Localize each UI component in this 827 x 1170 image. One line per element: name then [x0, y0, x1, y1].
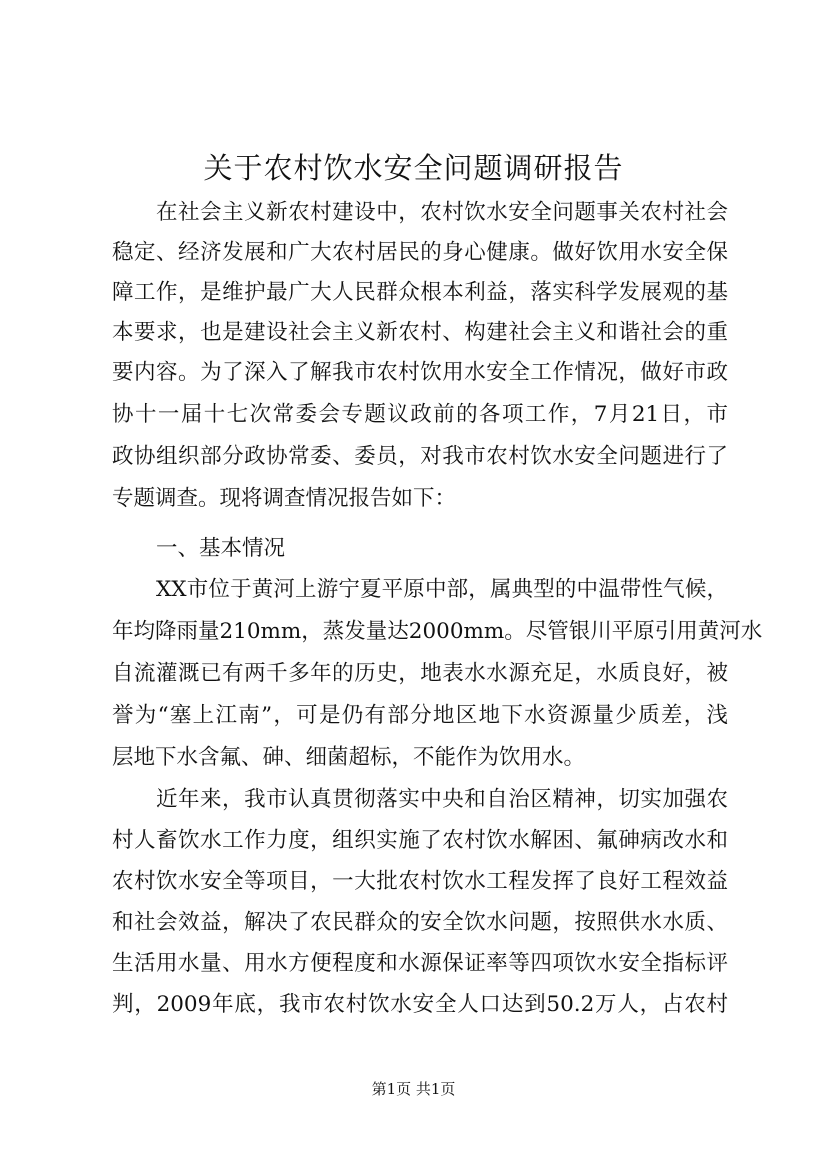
document-title: 关于农村饮水安全问题调研报告 [203, 151, 624, 185]
page-number: 第1页 共1页 [371, 1080, 456, 1098]
body-line: 本要求，也是建设社会主义新农村、构建社会主义和谐社会的重 [112, 320, 728, 345]
body-line: 协十一届十七次常委会专题议政前的各项工作，7月21日，市 [112, 402, 728, 427]
body-line: 专题调查。现将调查情况报告如下： [112, 486, 457, 511]
body-line: 和社会效益，解决了农民群众的安全饮水问题，按照供水水质、 [112, 910, 728, 935]
body-line: 年均降雨量210mm，蒸发量达2000mm。尽管银川平原引用黄河水 [112, 619, 763, 644]
body-line: 自流灌溉已有两千多年的历史，地表水水源充足，水质良好，被 [112, 661, 728, 686]
body-line: 政协组织部分政协常委、委员，对我市农村饮水安全问题进行了 [112, 444, 728, 469]
body-line: 近年来，我市认真贯彻落实中央和自治区精神，切实加强农 [156, 787, 728, 812]
body-line: 要内容。为了深入了解我市农村饮用水安全工作情况，做好市政 [112, 360, 728, 385]
body-line: 生活用水量、用水方便程度和水源保证率等四项饮水安全指标评 [112, 951, 728, 976]
body-line: 在社会主义新农村建设中，农村饮水安全问题事关农村社会 [156, 200, 728, 225]
body-line: 村人畜饮水工作力度，组织实施了农村饮水解困、氟砷病改水和 [112, 828, 728, 853]
body-line: 农村饮水安全等项目，一大批农村饮水工程发挥了良好工程效益 [112, 869, 728, 894]
body-line: 判，2009年底，我市农村饮水安全人口达到50.2万人，占农村 [112, 992, 728, 1017]
body-line: 誉为“塞上江南”，可是仍有部分地区地下水资源量少质差，浅 [112, 703, 728, 728]
body-line: 障工作，是维护最广大人民群众根本利益，落实科学发展观的基 [112, 280, 728, 305]
body-line: 层地下水含氟、砷、细菌超标，不能作为饮用水。 [112, 745, 586, 770]
body-line: XX市位于黄河上游宁夏平原中部，属典型的中温带性气候， [156, 577, 728, 602]
body-line: 稳定、经济发展和广大农村居民的身心健康。做好饮用水安全保 [112, 240, 728, 265]
section-heading: 一、基本情况 [156, 536, 286, 561]
